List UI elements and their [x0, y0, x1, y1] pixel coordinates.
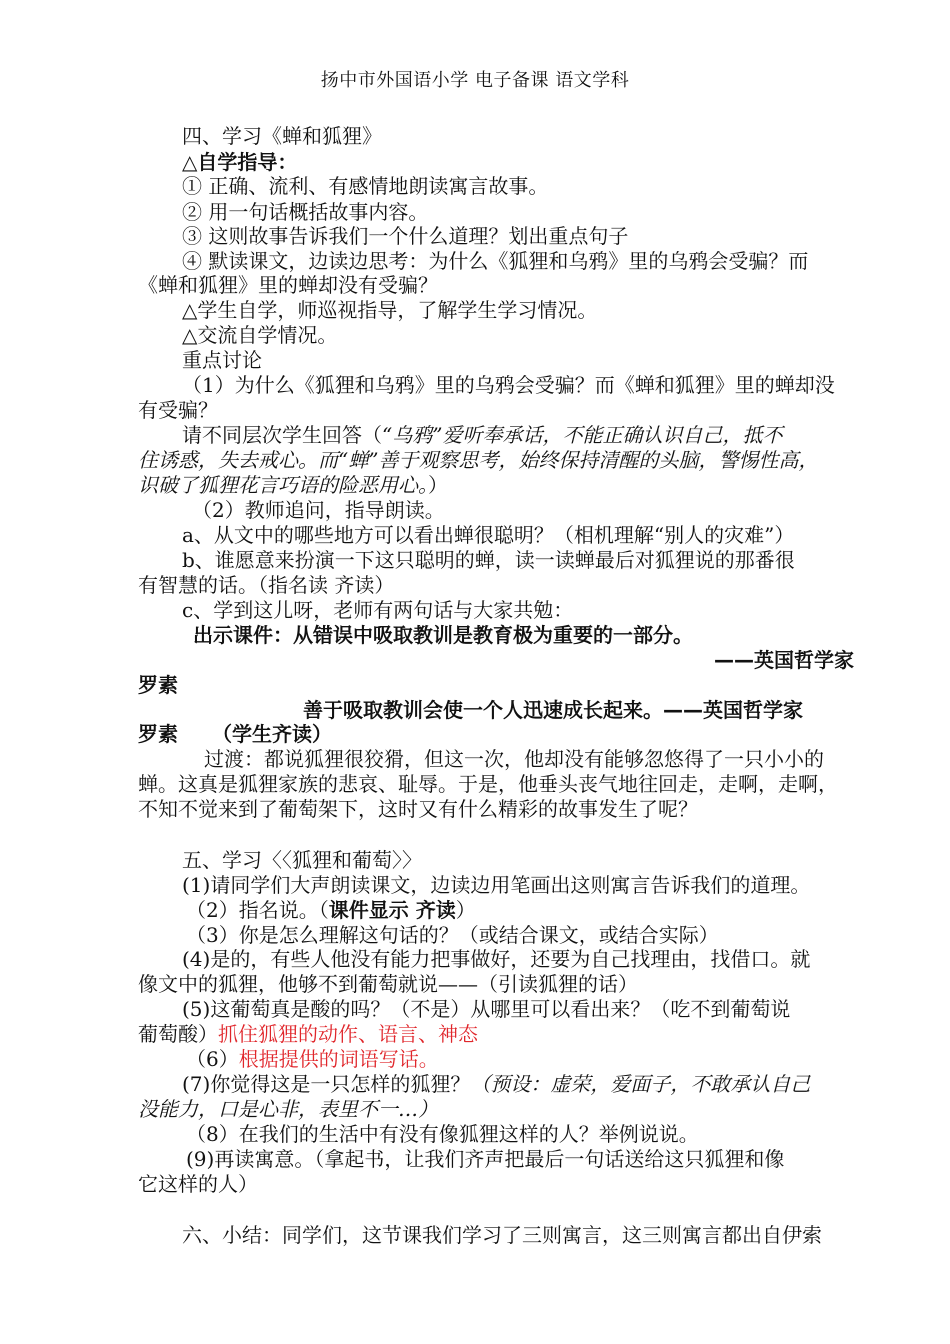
- page-header: 扬中市外国语小学 电子备课 语文学科: [320, 70, 630, 91]
- transition-line-cont: 蝉。这真是狐狸家族的悲哀、耻辱。于是，他垂头丧气地往回走，走啊，走啊，: [138, 772, 838, 796]
- quote-author-2: 罗素 （学生齐读）: [138, 722, 332, 746]
- item-b: b、谁愿意来扮演一下这只聪明的蝉，读一读蝉最后对狐狸说的那番很: [182, 548, 795, 572]
- section-heading-5: 五、学习〈〈狐狸和葡萄〉〉: [182, 848, 422, 872]
- transition-line: 过渡：都说狐狸很狡猾，但这一次，他却没有能够忽悠得了一只小小的: [204, 747, 824, 771]
- question-1: （1）为什么《狐狸和乌鸦》里的乌鸦会受骗？而《蝉和狐狸》里的蝉却没: [182, 373, 835, 397]
- courseware-quote-2: 善于吸取教训会使一个人迅速成长起来。——英国哲学家: [303, 698, 803, 722]
- quote-author: 罗素: [138, 673, 178, 697]
- item-b-cont: 有智慧的话。（指名读 齐读）: [138, 573, 395, 597]
- item-a: a、从文中的哪些地方可以看出蝉很聪明？（相机理解“别人的灾难”）: [182, 523, 795, 547]
- transition-line-end: 不知不觉来到了葡萄架下，这时又有什么精彩的故事发生了呢？: [138, 797, 698, 821]
- guide-item-4-cont: 《蝉和狐狸》里的蝉却没有受骗？: [138, 273, 438, 297]
- courseware-quote-1: 出示课件：从错误中吸取教训是教育极为重要的一部分。: [193, 623, 693, 647]
- answer-line-cont: 住诱惑，失去戒心。而“蝉”善于观察思考，始终保持清醒的头脑，警惕性高，: [138, 448, 819, 472]
- discussion-heading: 重点讨论: [182, 348, 262, 372]
- step-7-cont: 没能力，口是心非，表里不一…）: [138, 1097, 438, 1121]
- step-6: （6）根据提供的词语写话。: [186, 1047, 439, 1071]
- quote-attribution: ——英国哲学家: [714, 648, 854, 672]
- question-2: （2）教师追问，指导朗读。: [192, 498, 445, 522]
- section-heading-4: 四、学习《蝉和狐狸》: [182, 124, 382, 148]
- guide-item-1: ① 正确、流利、有感情地朗读寓言故事。: [182, 174, 549, 198]
- step-5-cont: 葡萄酸）抓住狐狸的动作、语言、神态: [138, 1022, 478, 1046]
- guide-item-3: ③ 这则故事告诉我们一个什么道理？划出重点句子: [182, 224, 629, 248]
- section-heading-6: 六、小结：同学们，这节课我们学习了三则寓言，这三则寓言都出自伊索: [182, 1223, 822, 1247]
- question-1-cont: 有受骗？: [138, 398, 218, 422]
- paragraph-line: △交流自学情况。: [182, 323, 338, 347]
- answer-line-end: 识破了狐狸花言巧语的险恶用心。）: [138, 473, 448, 497]
- step-2: （2）指名说。（课件显示 齐读）: [186, 898, 476, 922]
- step-3: （3）你是怎么理解这句话的？（或结合课文，或结合实际）: [186, 923, 719, 947]
- step-7: (7)你觉得这是一只怎样的狐狸？（预设：虚荣，爱面子，不敢承认自己: [182, 1072, 811, 1096]
- self-study-guide-heading: △自学指导：: [182, 150, 298, 174]
- step-8: （8）在我们的生活中有没有像狐狸这样的人？举例说说。: [186, 1122, 699, 1146]
- answer-line: 请不同层次学生回答（“乌鸦”爱听奉承话，不能正确认识自己，抵不: [182, 423, 783, 447]
- guide-item-2: ② 用一句话概括故事内容。: [182, 200, 429, 224]
- step-1: (1)请同学们大声朗读课文，边读边用笔画出这则寓言告诉我们的道理。: [182, 873, 811, 897]
- step-9-cont: 它这样的人）: [138, 1172, 258, 1196]
- step-9: (9)再读寓意。（拿起书，让我们齐声把最后一句话送给这只狐狸和像: [186, 1147, 785, 1171]
- step-5: (5)这葡萄真是酸的吗？（不是）从哪里可以看出来？（吃不到葡萄说: [182, 997, 791, 1021]
- step-4-cont: 像文中的狐狸，他够不到葡萄就说——（引读狐狸的话）: [138, 972, 638, 996]
- paragraph-line: △学生自学，师巡视指导，了解学生学习情况。: [182, 298, 598, 322]
- guide-item-4: ④ 默读课文，边读边思考：为什么《狐狸和乌鸦》里的乌鸦会受骗？而: [182, 249, 809, 273]
- step-4: (4)是的，有些人他没有能力把事做好，还要为自己找理由，找借口。就: [182, 947, 811, 971]
- item-c: c、学到这儿呀，老师有两句话与大家共勉：: [182, 598, 574, 622]
